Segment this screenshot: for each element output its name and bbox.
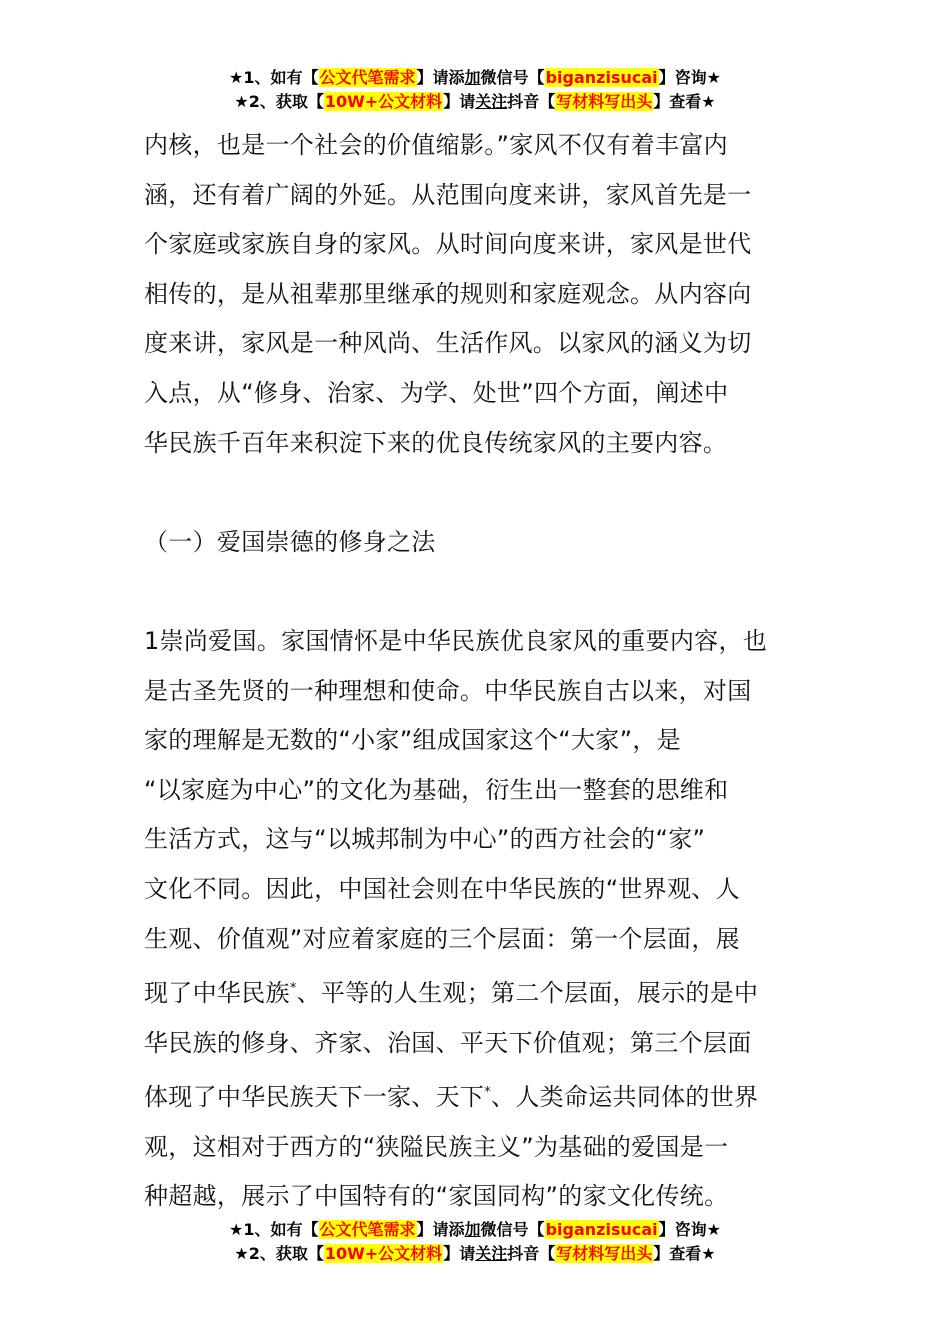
blank-line: [144, 468, 809, 518]
paragraph-line: 现了中华民族*、平等的人生观；第二个层面，展示的是中: [144, 979, 759, 1008]
document-body: [144, 121, 809, 1222]
highlight-douyin: 写材料写出头: [556, 1244, 653, 1263]
highlight-materials: 10W+公文材料: [324, 1244, 443, 1263]
paragraph-line: 家的理解是无数的“小家”组成国家这个“大家”，是: [144, 726, 681, 755]
promo-line-1: ★1、如有【公文代笔需求】请添加微信号【biganzisucai】咨询★: [229, 1220, 721, 1239]
paragraph-line: 华民族千百年来积淀下来的优良传统家风的主要内容。: [144, 428, 728, 457]
paragraph-line: 文化不同。因此，中国社会则在中华民族的“世界观、人: [144, 874, 740, 903]
promo-line-2: ★2、获取【10W+公文材料】请关注抖音【写材料写出头】查看★: [234, 92, 716, 111]
highlight-service: 公文代笔需求: [319, 1220, 416, 1239]
paragraph-line: 生活方式，这与“以城邦制为中心”的西方社会的“家”: [144, 825, 706, 854]
highlight-materials: 10W+公文材料: [324, 92, 443, 111]
highlight-douyin: 写材料写出头: [556, 92, 653, 111]
paragraph-line: 体现了中华民族天下一家、天下*、人类命运共同体的世界: [144, 1083, 759, 1112]
paragraph-line: 生观、价值观”对应着家庭的三个层面：第一个层面，展: [144, 924, 740, 953]
paragraph-line: 种超越，展示了中国特有的“家国同构”的家文化传统。: [144, 1182, 729, 1211]
highlight-service: 公文代笔需求: [319, 68, 416, 87]
censored-mark: *: [289, 981, 297, 997]
paragraph-line: 度来讲，家风是一种风尚、生活作风。以家风的涵义为切: [144, 329, 752, 358]
paragraph-line: 涵，还有着广阔的外延。从范围向度来讲，家风首先是一: [144, 180, 752, 209]
censored-mark: *: [484, 1085, 492, 1101]
paragraph-line: 华民族的修身、齐家、治国、平天下价值观；第三个层面: [144, 1028, 752, 1057]
paragraph-line: 相传的，是从祖辈那里继承的规则和家庭观念。从内容向: [144, 279, 752, 308]
paragraph-line: 观，这相对于西方的“狭隘民族主义”为基础的爱国是一: [144, 1132, 729, 1161]
promo-line-2: ★2、获取【10W+公文材料】请关注抖音【写材料写出头】查看★: [234, 1244, 716, 1263]
highlight-wechat-id: biganzisucai: [545, 68, 658, 87]
blank-line: [144, 567, 809, 617]
paragraph-line: “以家庭为中心”的文化为基础，衍生出一整套的思维和: [144, 775, 729, 804]
paragraph-line: 入点，从“修身、治家、为学、处世”四个方面，阐述中: [144, 378, 729, 407]
paragraph-line: 1崇尚爱国。家国情怀是中华民族优良家风的重要内容，也: [144, 626, 768, 655]
paragraph-line: 是古圣先贤的一种理想和使命。中华民族自古以来，对国: [144, 676, 752, 705]
promo-banner-top: [0, 66, 950, 114]
promo-banner-bottom: [0, 1218, 950, 1266]
promo-line-1: ★1、如有【公文代笔需求】请添加微信号【biganzisucai】咨询★: [229, 68, 721, 87]
section-heading: （一）爱国崇德的修身之法: [144, 527, 436, 556]
paragraph-line: 内核，也是一个社会的价值缩影。”家风不仅有着丰富内: [144, 131, 728, 159]
highlight-wechat-id: biganzisucai: [545, 1220, 658, 1239]
paragraph-line: 个家庭或家族自身的家风。从时间向度来讲，家风是世代: [144, 230, 752, 259]
